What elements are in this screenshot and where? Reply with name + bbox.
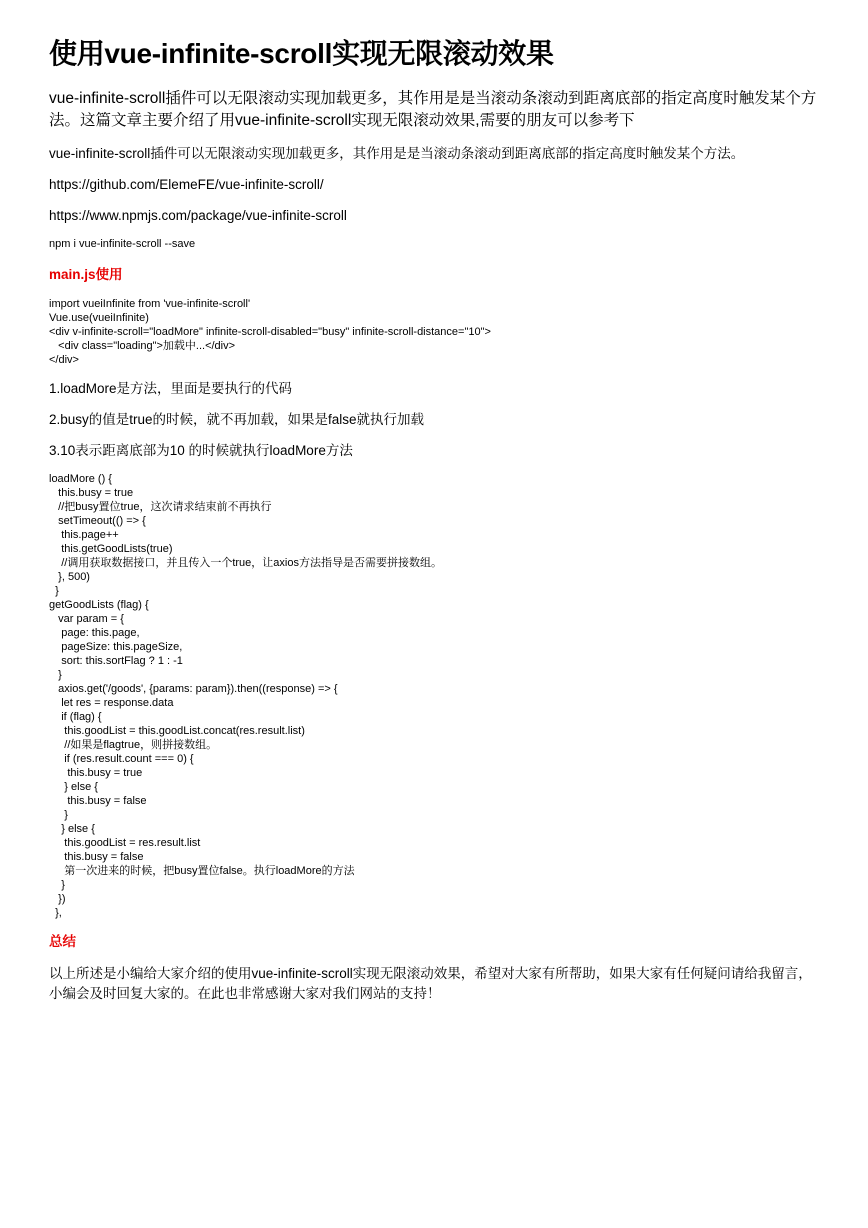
- intro-paragraph: vue-infinite-scroll插件可以无限滚动实现加载更多，其作用是是当滚动条滚动到距离底部的指定高度时触发某个方法。: [49, 146, 745, 161]
- install-command: npm i vue-infinite-scroll --save: [49, 238, 196, 250]
- article-summary: vue-infinite-scroll插件可以无限滚动实现加载更多，其作用是是当滚动条滚动到距离底部的指定高度时触发某个方法。这篇文章主要介绍了用vue-infinite-scroll实现无限滚动效果,需要的朋友可以参考下: [49, 90, 817, 129]
- main-js-code-block: import vueiInfinite from 'vue-infinite-scroll' Vue.use(vueiInfinite) <div v-infinite-scroll="loadMore" infinite-scroll-disabled="busy" infinite-scroll-distance="10"> <div class="loading">加载中...</div> </div>: [49, 298, 491, 366]
- methods-code-block: loadMore () { this.busy = true //把busy置位true，这次请求结束前不再执行 setTimeout(() => { this.page++ this.getGoodLists(true) //调用获取数据接口，并且传入一个true，让axios方法指导是否需要拼接数组。 }, 500) } getGoodLists (flag) { var param = { page: this.page, pageSize: this.pageSize, sort: this.sortFlag ? 1 : -1 } axios.get('/goods', {params: param}).then((response) => { let res = response.data if (flag) { this.goodList = this.goodList.concat(res.result.list) //如果是flagtrue，则拼接数组。 if (res.result.count === 0) { this.busy = true } else { this.busy = false } } else { this.goodList = res.result.list this.busy = false 第一次进来的时候，把busy置位false。执行loadMore的方法 } }) },: [49, 473, 442, 919]
- article-title: 使用vue-infinite-scroll实现无限滚动效果: [49, 38, 554, 69]
- note-distance: 3.10表示距离底部为10 的时候就执行loadMore方法: [49, 443, 353, 458]
- closing-paragraph: 以上所述是小编给大家介绍的使用vue-infinite-scroll实现无限滚动效果，希望对大家有所帮助，如果大家有任何疑问请给我留言，小编会及时回复大家的。在此也非常感谢大家对我们网站的支持！: [49, 966, 812, 1001]
- npm-link: https://www.npmjs.com/package/vue-infinite-scroll: [49, 208, 347, 223]
- note-loadmore: 1.loadMore是方法，里面是要执行的代码: [49, 381, 293, 396]
- note-busy: 2.busy的值是true的时候，就不再加载，如果是false就执行加载: [49, 412, 425, 427]
- main-js-heading: main.js使用: [49, 267, 123, 282]
- github-link: https://github.com/ElemeFE/vue-infinite-scroll/: [49, 177, 324, 192]
- article: [49, 34, 821, 1004]
- summary-heading: 总结: [49, 934, 76, 949]
